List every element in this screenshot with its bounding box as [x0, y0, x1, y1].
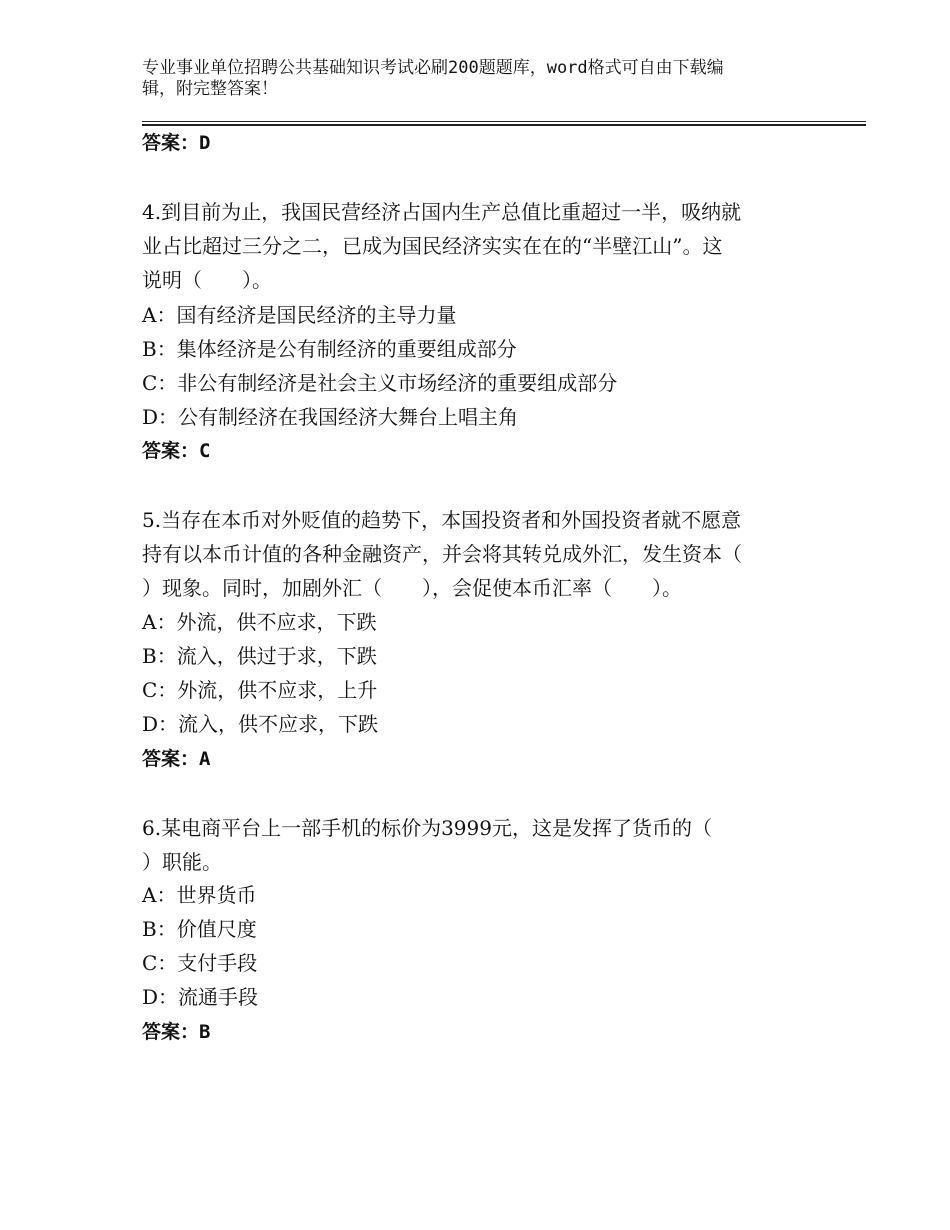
question-stem-line: 6.某电商平台上一部手机的标价为3999元，这是发挥了货币的（ — [142, 816, 712, 840]
header-rule-thick — [142, 124, 866, 126]
option-b: B：集体经济是公有制经济的重要组成部分 — [142, 337, 517, 361]
document-header — [142, 58, 802, 100]
option-a: A：世界货币 — [142, 883, 257, 907]
header-line-1: 专业事业单位招聘公共基础知识考试必刷200题题库，word格式可自由下载编 — [142, 58, 724, 78]
question-stem-line: ）现象。同时，加剧外汇（ ），会促使本币汇率（ ）。 — [142, 576, 682, 600]
option-a: A：国有经济是国民经济的主导力量 — [142, 303, 457, 327]
answer: 答案：C — [142, 440, 211, 462]
question-stem-line: 说明（ ）。 — [142, 268, 272, 292]
option-d: D：公有制经济在我国经济大舞台上唱主角 — [142, 405, 519, 429]
question-stem-line: ）职能。 — [142, 850, 222, 874]
question-stem-line: 业占比超过三分之二，已成为国民经济实实在在的“半壁江山”。这 — [142, 234, 723, 258]
option-c: C：支付手段 — [142, 951, 258, 975]
option-c: C：非公有制经济是社会主义市场经济的重要组成部分 — [142, 371, 618, 395]
option-a: A：外流，供不应求，下跌 — [142, 610, 377, 634]
question-stem-line: 持有以本币计值的各种金融资产，并会将其转兑成外汇，发生资本（ — [142, 542, 742, 566]
option-b: B：价值尺度 — [142, 917, 257, 941]
answer: 答案：B — [142, 1021, 211, 1043]
option-b: B：流入，供过于求，下跌 — [142, 644, 377, 668]
answer: 答案：A — [142, 748, 211, 770]
header-rule-thin — [142, 121, 866, 122]
question-stem-line: 5.当存在本币对外贬值的趋势下，本国投资者和外国投资者就不愿意 — [142, 508, 742, 532]
header-line-2: 辑，附完整答案！ — [142, 79, 278, 99]
option-c: C：外流，供不应求，上升 — [142, 678, 378, 702]
previous-answer: 答案：D — [142, 132, 211, 154]
option-d: D：流入，供不应求，下跌 — [142, 712, 379, 736]
question-stem-line: 4.到目前为止，我国民营经济占国内生产总值比重超过一半，吸纳就 — [142, 200, 742, 224]
option-d: D：流通手段 — [142, 985, 259, 1009]
